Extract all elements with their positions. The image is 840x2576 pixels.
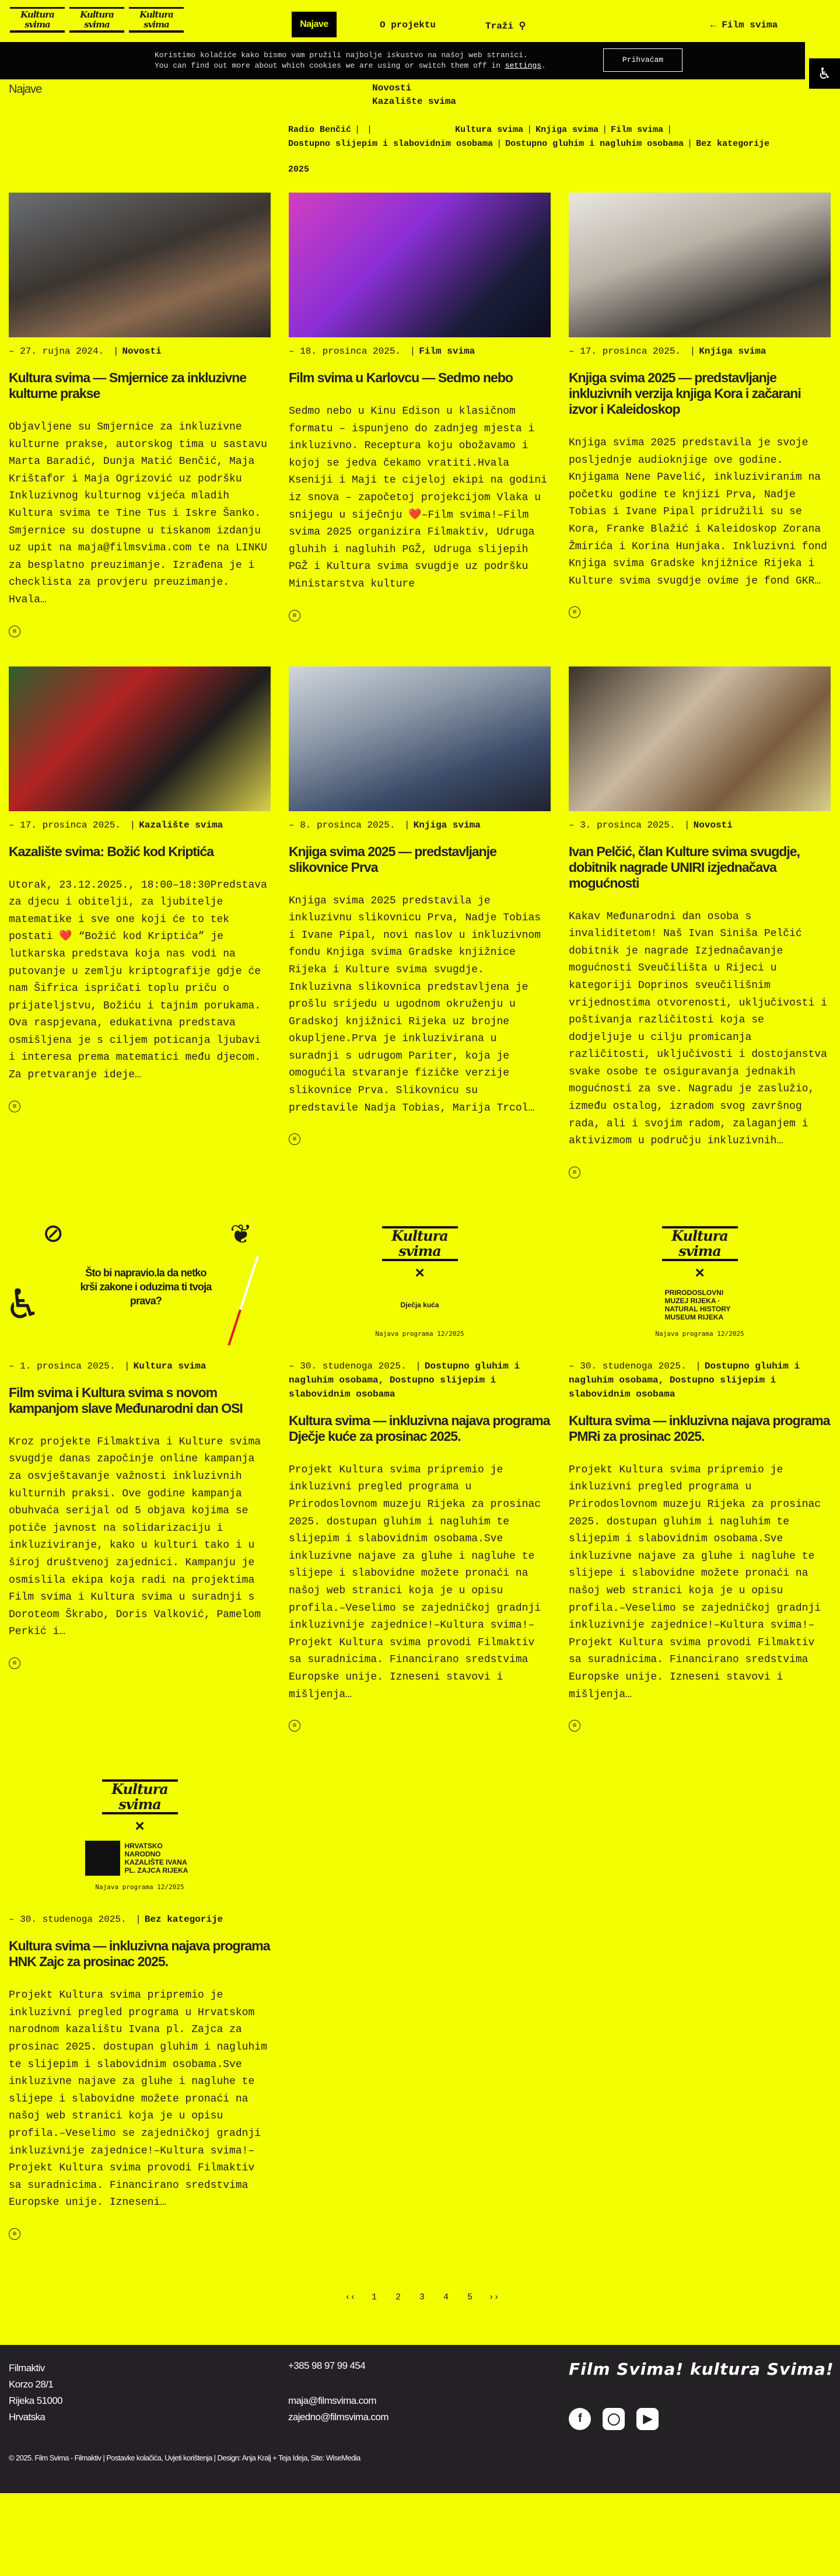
image-caption: Najava programa 12/2025	[95, 1883, 184, 1891]
post-meta: – 27. rujna 2024. | Novosti	[9, 346, 162, 357]
image-caption: Najava programa 12/2025	[655, 1329, 744, 1338]
post-meta: – 3. prosinca 2025. | Novosti	[569, 819, 733, 830]
address-line: Korzo 28/1	[9, 2378, 54, 2390]
page-4[interactable]: 4	[443, 2292, 449, 2302]
copyright: © 2025. Film Svima - Filmaktiv | Postavke kolačića, Uvjeti korištenja | Design: Anja Kralj + Teja Ideja, Site: WiseMedia	[9, 2453, 360, 2462]
read-more-icon[interactable]: ≡	[9, 1101, 20, 1112]
posts-row	[9, 193, 840, 637]
post-category[interactable]: Dostupno gluhim i nagluhim osobama, Dostupno slijepim i slabovidnim osobama	[569, 1360, 800, 1399]
page-5[interactable]: 5	[467, 2292, 473, 2302]
cookie-line-1: Koristimo kolačiće kako bismo vam pružili najbolje iskustvo na našoj web stranici.	[155, 51, 528, 60]
post-thumbnail[interactable]	[289, 1207, 551, 1352]
post-photo	[569, 193, 831, 337]
post-category[interactable]: Film svima	[419, 346, 475, 357]
post-meta: – 8. prosinca 2025. | Knjiga svima	[289, 819, 481, 830]
nav-search-label: Traži	[485, 21, 514, 32]
footer-phone[interactable]: +385 98 97 99 454	[288, 2359, 366, 2371]
post-title[interactable]: Kultura svima — Smjernice za inkluzivne kulturne prakse	[9, 370, 247, 401]
post-photo	[289, 666, 551, 811]
post-date: – 30. studenoga 2025.	[9, 1914, 127, 1925]
category-slijepi[interactable]: Dostupno slijepim i slabovidnim osobama	[288, 139, 494, 149]
logo-mark: Kultura svima	[69, 7, 124, 33]
breadcrumb-current: Najave	[9, 83, 42, 96]
category-bez-kategorije[interactable]: Bez kategorije	[696, 139, 770, 149]
partner-logo-image	[9, 1761, 271, 1905]
read-more-icon[interactable]: ≡	[289, 610, 300, 622]
campaign-text: Što bi napravio.la da netko krši zakone i oduzima ti tvoja prava?	[80, 1266, 212, 1307]
post-card	[9, 1761, 271, 2240]
page-1[interactable]: 1	[371, 2292, 377, 2302]
posts-grid	[0, 193, 840, 2240]
post-excerpt: Kroz projekte Filmaktiva i Kulture svima svugdje danas započinje online kampanja za osvještavanje važnosti inkluzivnih kulturnih praksi. Ove godine kampanja obuhvaća serijal od 5 objava kojima se potiče javnost na solidarizaciju i inkluziviranje, kako u kulturi tako i u široj društvenoj zajednici. Kampanju je osmislila ekipa koja radi na projektima Film svima i Kultura svima u suradnji s Doroteom Škrabo, Doris Valković, Pamelom Perkić i…	[9, 1436, 261, 1638]
post-card	[289, 1207, 551, 1732]
page-2[interactable]: 2	[395, 2292, 401, 2302]
post-title[interactable]: Knjiga svima 2025 — predstavljanje inkluzivnih verzija knjiga Kora i začarani izvor i Kaleidoskop	[569, 370, 801, 417]
post-title[interactable]: Kazalište svima: Božić kod Kriptića	[9, 843, 214, 859]
kultura-svima-logo: Kultura svima	[382, 1226, 458, 1261]
partner-logo	[400, 1284, 439, 1325]
address-line: Rijeka 51000	[9, 2395, 63, 2406]
partner-name: Dječja kuća	[400, 1300, 439, 1309]
post-meta: – 30. studenoga 2025. | Bez kategorije	[9, 1914, 223, 1925]
post-card	[9, 666, 271, 1112]
footer-address	[9, 2360, 62, 2425]
post-category[interactable]: Novosti	[122, 346, 162, 357]
deaf-ear-icon: ❦	[230, 1215, 250, 1253]
post-category[interactable]: Knjiga svima	[699, 346, 766, 357]
read-more-icon[interactable]: ≡	[289, 1133, 300, 1145]
image-caption: Najava programa 12/2025	[375, 1329, 464, 1338]
post-title[interactable]: Film svima i Kultura svima s novom kampanjom slave Međunarodni dan OSI	[9, 1384, 243, 1416]
kultura-svima-logo: Kultura svima	[662, 1226, 738, 1261]
post-excerpt: Utorak, 23.12.2025., 18:00–18:30Predstava za djecu i obitelji, za ljubitelje matematike i sve one koji će to tek postati ❤️ “Božić kod Kriptića” je lutkarska predstava koja nas vodi na putovanje u zemlju kriptografije gdje će nam Šifrica ispričati toplu priču o prijateljstvu, Božiću i tajnim porukama. Ova raspjevana, edukativna predstava osmišljena je s ciljem poticanja ljubavi i interesa prema matematici među djecom. Za pretvaranje ideje…	[9, 879, 267, 1081]
post-category[interactable]: Bez kategorije	[144, 1914, 223, 1925]
wheelchair-icon: ♿	[819, 64, 830, 85]
post-date: – 27. rujna 2024.	[9, 346, 104, 357]
cross-mark: ×	[415, 1263, 425, 1282]
link-kazaliste-svima[interactable]: Kazalište svima	[372, 96, 457, 107]
address-line: Hrvatska	[9, 2411, 46, 2423]
post-date: – 17. prosinca 2025.	[9, 819, 121, 830]
posts-row	[9, 666, 840, 1178]
year-2025[interactable]: 2025	[288, 165, 310, 174]
cross-mark: ×	[695, 1263, 705, 1282]
post-title[interactable]: Film svima u Karlovcu — Sedmo nebo	[289, 370, 513, 385]
post-title[interactable]: Kultura svima — inkluzivna najava programa HNK Zajc za prosinac 2025.	[9, 1938, 270, 1970]
logo-mark: Kultura svima	[129, 7, 184, 33]
nav-o-projektu[interactable]: O projektu	[380, 20, 436, 30]
footer-slogan: Film Svima! kultura Svima!	[569, 2359, 834, 2379]
footer	[0, 2345, 840, 2493]
category-gluhi[interactable]: Dostupno gluhim i nagluhim osobama	[505, 139, 684, 149]
kultura-svima-logo: Kultura svima	[102, 1779, 178, 1814]
pagination	[0, 2292, 840, 2310]
post-date: – 17. prosinca 2025.	[569, 346, 681, 357]
logo-mark: Kultura svima	[10, 7, 65, 33]
partner-logo-image	[569, 1207, 831, 1352]
address-line: Filmaktiv	[9, 2362, 45, 2373]
post-title[interactable]: Kultura svima — inkluzivna najava programa PMRi za prosinac 2025.	[569, 1412, 830, 1444]
category-kultura-svima[interactable]: Kultura svima	[455, 125, 524, 135]
post-card	[289, 666, 551, 1146]
post-category[interactable]: Kultura svima	[133, 1360, 206, 1371]
cookie-line-2: You can find out more about which cookies we are using or switch them off in	[155, 61, 505, 70]
pagination-next[interactable]: ››	[488, 2292, 499, 2302]
post-card	[569, 193, 831, 618]
category-knjiga-svima[interactable]: Knjiga svima	[536, 125, 599, 135]
posts-row	[9, 1207, 840, 1732]
post-date: – 3. prosinca 2025.	[569, 819, 676, 830]
post-thumbnail[interactable]	[289, 193, 551, 337]
category-list: Radio Benčić | | Kultura svima | Knjiga svima | Film svima | Dostupno slijepim i slabovidnim osobama | Dostupno gluhim i nagluhim osobama | Bez kategorije 2025	[288, 125, 770, 174]
post-date: – 30. studenoga 2025.	[289, 1360, 407, 1371]
cookie-text: Koristimo kolačiće kako bismo vam pružili najbolje iskustvo na našoj web stranici. You can find out more about which cookies we are using or switch them off in settings.	[155, 51, 546, 70]
nav-search[interactable]	[485, 20, 526, 32]
search-icon: ⚲	[519, 21, 526, 32]
post-excerpt: Knjiga svima 2025 predstavila je svoje posljednje audioknjige ove godine. Knjigama Nene Pavelić, inkluziviranim na početku godine te knjizi Prva, Nadje Tobias i Ivane Pipal pridružili su se Kora, Franke Blažić i Kaleidoskop Zorana Žmirića i Korina Hunjaka. Inkluzivni fond Knjiga svima Gradske knjižnice Rijeka i Kulture svima svugdje ovime je fond GKR…	[569, 437, 827, 587]
no-speech-icon: ⊘	[44, 1217, 63, 1254]
post-excerpt: Projekt Kultura svima pripremio je inkluzivni pregled programa u Hrvatskom narodnom kazalištu Ivana pl. Zajca za prosinac 2025. dostupan gluhim i nagluhim te slijepim i slabovidnim osobama.Sve inkluzivne najave za gluhe i nagluhe te slijepe i slabovidne možete pronaći na našoj web stranici koja je u opisu profila.–Veselimo se zajedničkoj gradnji inkluzivnije zajednice!–Kultura svima!–Projekt Kultura svima provodi Filmaktiv sa suradnicima. Financirano sredstvima Europske unije. Izneseni…	[9, 1989, 267, 2209]
post-thumbnail[interactable]	[9, 193, 271, 337]
wheelchair-icon: ♿	[9, 1279, 37, 1333]
email-link[interactable]: maja@filmsvima.com	[288, 2395, 376, 2406]
post-category[interactable]: Dostupno gluhim i nagluhim osobama, Dostupno slijepim i slabovidnim osobama	[289, 1360, 520, 1399]
post-thumbnail[interactable]	[569, 666, 831, 811]
read-more-icon[interactable]: ≡	[9, 626, 20, 637]
post-meta: – 30. studenoga 2025. | Dostupno gluhim i nagluhim osobama, Dostupno slijepim i slabovidnim osobama	[289, 1360, 520, 1399]
read-more-icon[interactable]: ≡	[569, 606, 580, 618]
post-photo	[289, 193, 551, 337]
post-photo	[9, 666, 271, 811]
post-photo	[9, 193, 271, 337]
cookie-settings-link[interactable]: settings	[505, 61, 542, 70]
post-title[interactable]: Kultura svima — inkluzivna najava programa Dječje kuće za prosinac 2025.	[289, 1412, 550, 1444]
partner-name: PRIRODOSLOVNI MUZEJ RIJEKA · NATURAL HISTORY MUSEUM RIJEKA	[664, 1288, 731, 1321]
nav-najave[interactable]: Najave	[292, 12, 337, 37]
post-meta: – 30. studenoga 2025. | Dostupno gluhim i nagluhim osobama, Dostupno slijepim i slabovidnim osobama	[569, 1360, 800, 1399]
post-meta: – 1. prosinca 2025. | Kultura svima	[9, 1360, 206, 1371]
cross-mark: ×	[135, 1817, 145, 1835]
post-title[interactable]: Knjiga svima 2025 — predstavljanje slikovnice Prva	[289, 843, 496, 875]
post-card	[569, 666, 831, 1178]
post-excerpt: Projekt Kultura svima pripremio je inkluzivni pregled programa u Prirodoslovnom muzeju Rijeka za prosinac 2025. dostupan gluhim i nagluhim te slijepim i slabovidnim osobama.Sve inkluzivne najave za gluhe i nagluhe te slijepe i slabovidne možete pronaći na našoj web stranici koja je u opisu profila.–Veselimo se zajedničkoj gradnji inkluzivnije zajednice!–Kultura svima!–Projekt Kultura svima provodi Filmaktiv sa suradnicima. Financirano sredstvima Europske unije. Izneseni stavovi i mišljenja…	[289, 1464, 541, 1701]
post-excerpt: Objavljene su Smjernice za inkluzivne kulturne prakse, autorskog tima u sastavu Marta Baradić, Dunja Matić Benčić, Maja Krištafor i Maja Ogrizović uz podršku Inkluzivnog kulturnog vijeća mladih Kultura svima te Tine Tus i Iskre Šanko. Smjernice su dostupne u tiskanom izdanju uz upit na maja@filmsvima.com te na LINKU za besplatno preuzimanje. Izrađena je i checklista za provjeru preuzimanje. Hvala…	[9, 421, 267, 606]
post-title[interactable]: Ivan Pelčić, član Kulture svima svugdje, dobitnik nagrade UNIRI izjednačava mogućnosti	[569, 843, 800, 891]
read-more-icon[interactable]: ≡	[569, 1167, 580, 1178]
partner-name: HRVATSKO NARODNO KAZALIŠTE IVANA PL. ZAJCA RIJEKA	[124, 1842, 188, 1875]
partner-logo-image	[289, 1207, 551, 1352]
post-category[interactable]: Kazalište svima	[139, 819, 223, 830]
post-thumbnail[interactable]	[9, 1207, 271, 1352]
post-thumbnail[interactable]	[9, 1761, 271, 1905]
post-excerpt: Projekt Kultura svima pripremio je inkluzivni pregled programa u Prirodoslovnom muzeju Rijeka za prosinac 2025. dostupan gluhim i nagluhim te slijepim i slabovidnim osobama.Sve inkluzivne najave za gluhe i nagluhe te slijepe i slabovidne možete pronaći na našoj web stranici koja je u opisu profila.–Veselimo se zajedničkoj gradnji inkluzivnije zajednice!–Kultura svima!–Projekt Kultura svima provodi Filmaktiv sa suradnicima. Financirano sredstvima Europske unije. Izneseni stavovi i mišljenja…	[569, 1464, 821, 1701]
read-more-icon[interactable]: ≡	[9, 2228, 20, 2240]
post-excerpt: Sedmo nebo u Kinu Edison u klasičnom formatu – ispunjeno do zadnjeg mjesta i inkluzivno. Receptura koju obožavamo i kojoj se jedva čekamo vratiti.Hvala Kseniji i Maji te cijeloj ekipi na godini iz snova – započetoj projekcijom Vlaka u snijegu u siječnju ❤️–Film svima!–Film svima 2025 organizira Filmaktiv, Udruga gluhih i nagluhih PGŽ, Udruga slijepih PGŽ i Kultura svima svugdje uz podršku Ministarstva kulture	[289, 406, 547, 590]
page-3[interactable]: 3	[419, 2292, 425, 2302]
post-date: – 8. prosinca 2025.	[289, 819, 396, 830]
post-date: – 18. prosinca 2025.	[289, 346, 401, 357]
white-cane-icon	[228, 1256, 258, 1345]
category-radio-bencic[interactable]: Radio Benčić	[288, 125, 352, 135]
post-card	[9, 193, 271, 637]
post-category[interactable]: Novosti	[693, 819, 733, 830]
site-logo[interactable]	[10, 7, 184, 33]
post-card	[569, 1207, 831, 1732]
post-photo	[569, 666, 831, 811]
instagram-icon[interactable]: ◯	[603, 2408, 625, 2430]
post-thumbnail[interactable]	[9, 666, 271, 811]
partner-logo	[665, 1284, 735, 1325]
campaign-image	[9, 1207, 271, 1352]
category-film-svima[interactable]: Film svima	[611, 125, 664, 135]
post-card	[9, 1207, 271, 1669]
link-novosti[interactable]: Novosti	[372, 83, 412, 93]
post-date: – 30. studenoga 2025.	[569, 1360, 687, 1371]
cookie-accept-button[interactable]: Prihvaćam	[603, 48, 682, 72]
post-meta: – 17. prosinca 2025. | Knjiga svima	[569, 346, 766, 357]
email-link[interactable]: zajedno@filmsvima.com	[288, 2411, 388, 2423]
post-meta: – 18. prosinca 2025. | Film svima	[289, 346, 475, 357]
accessibility-button[interactable]	[809, 58, 840, 89]
posts-row	[9, 1761, 840, 2240]
post-card	[289, 193, 551, 622]
post-thumbnail[interactable]	[289, 666, 551, 811]
post-thumbnail[interactable]	[569, 193, 831, 337]
read-more-icon[interactable]: ≡	[289, 1720, 300, 1732]
post-thumbnail[interactable]	[569, 1207, 831, 1352]
social-links	[569, 2408, 659, 2430]
post-date: – 1. prosinca 2025.	[9, 1360, 116, 1371]
cookie-banner	[0, 42, 805, 79]
post-excerpt: Kakav Međunarodni dan osoba s invaliditetom! Naš Ivan Siniša Pelčić dobitnik je nagrade Izjednačavanje mogućnosti Sveučilišta u Rijeci u kategoriji Doprinos sveučilišnim vrijednostima otvorenosti, uključivosti i poštivanja različitosti koja se dodjeljuje u cilju promicanja različitosti, uključivosti i dostojanstva svake osobe te osiguravanja jednakih mogućnosti za sve. Nagradu je zaslužio, između ostalog, izradom svog završnog rada, ali i svojim radom, zalaganjem i aktivizmom u području inkluzivnih…	[569, 910, 827, 1147]
post-meta: – 17. prosinca 2025. | Kazalište svima	[9, 819, 223, 830]
footer-emails	[288, 2393, 388, 2425]
youtube-icon[interactable]: ▶	[636, 2408, 659, 2430]
pagination-prev[interactable]: ‹‹	[345, 2292, 356, 2302]
read-more-icon[interactable]: ≡	[569, 1720, 580, 1732]
nav-film-svima[interactable]: ← Film svima	[710, 20, 778, 30]
partner-logo	[85, 1838, 195, 1879]
post-category[interactable]: Knjiga svima	[413, 819, 481, 830]
facebook-icon[interactable]: f	[569, 2408, 591, 2430]
read-more-icon[interactable]: ≡	[9, 1657, 20, 1669]
post-excerpt: Knjiga svima 2025 predstavila je inkluzivnu slikovnicu Prva, Nadje Tobias i Ivane Pipal, novi naslov u inkluzivnom fondu Knjiga svima Gradske knjižnice Rijeka i Kulture svima svugdje. Inkluzivna slikovnica predstavljena je prošlu srijedu u ugodnom okruženju u Gradskoj knjižnici Rijeka uz brojne okupljene.Prva je inkluzivirana u suradnji s udrugom Pariter, koja je omogućila stvaranje fizičke verzije slikovnice Prva. Slikovnicu su predstavile Nadja Tobias, Marija Trcol…	[289, 895, 541, 1114]
page-header	[0, 0, 840, 193]
